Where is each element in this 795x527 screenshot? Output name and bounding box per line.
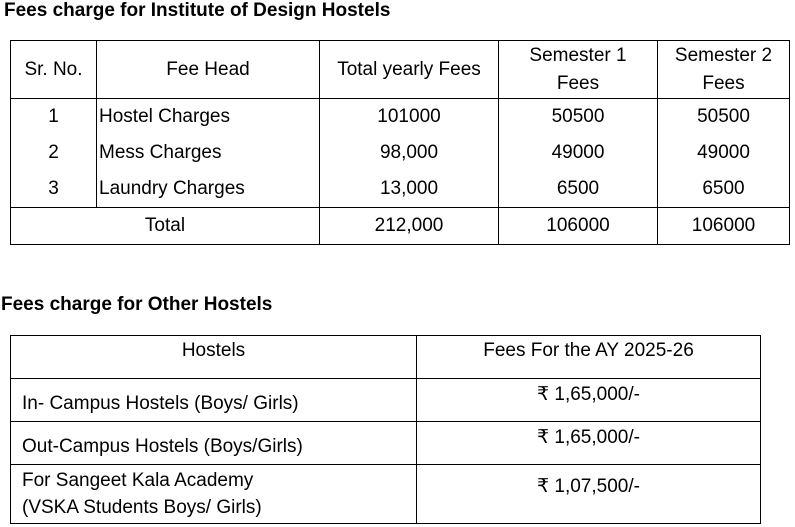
total-yearly-value: 212,000 xyxy=(320,208,499,245)
design-hostels-heading: Fees charge for Institute of Design Hostels xyxy=(4,0,391,21)
cell-total: 101000 xyxy=(320,99,499,136)
cell-sr: 3 xyxy=(11,171,97,208)
total-label: Total xyxy=(11,208,320,245)
table-header-row xyxy=(11,336,761,379)
header-fee-head: Fee Head xyxy=(97,41,320,99)
table-row xyxy=(11,379,761,422)
table-row xyxy=(11,171,790,208)
cell-hostel-name: Out-Campus Hostels (Boys/Girls) xyxy=(11,422,417,465)
cell-sem2: 6500 xyxy=(658,171,790,208)
cell-fee-head: Hostel Charges xyxy=(97,99,320,136)
cell-sem1: 6500 xyxy=(499,171,658,208)
cell-hostel-name: For Sangeet Kala Academy (VSKA Students Boys/ Girls) xyxy=(11,465,417,524)
cell-sr: 2 xyxy=(11,135,97,171)
table-row xyxy=(11,465,761,524)
cell-sr: 1 xyxy=(11,99,97,136)
header-total-yearly: Total yearly Fees xyxy=(320,41,499,99)
header-sr-no: Sr. No. xyxy=(11,41,97,99)
total-sem2-value: 106000 xyxy=(658,208,790,245)
table-row xyxy=(11,99,790,136)
cell-hostel-name: In- Campus Hostels (Boys/ Girls) xyxy=(11,379,417,422)
header-semester-1: Semester 1 Fees xyxy=(499,41,658,99)
other-hostels-fee-table xyxy=(10,335,761,524)
cell-sem1: 49000 xyxy=(499,135,658,171)
header-fees-ay: Fees For the AY 2025-26 xyxy=(417,336,761,379)
total-row xyxy=(11,208,790,245)
design-hostels-fee-table xyxy=(10,40,790,245)
cell-hostel-fee: ₹ 1,65,000/- xyxy=(417,379,761,422)
header-hostels: Hostels xyxy=(11,336,417,379)
cell-sem2: 49000 xyxy=(658,135,790,171)
table-row xyxy=(11,135,790,171)
table-header-row xyxy=(11,41,790,99)
cell-hostel-fee: ₹ 1,07,500/- xyxy=(417,465,761,524)
table-row xyxy=(11,422,761,465)
cell-hostel-fee: ₹ 1,65,000/- xyxy=(417,422,761,465)
other-hostels-heading: Fees charge for Other Hostels xyxy=(1,294,273,315)
total-sem1-value: 106000 xyxy=(499,208,658,245)
cell-fee-head: Laundry Charges xyxy=(97,171,320,208)
cell-fee-head: Mess Charges xyxy=(97,135,320,171)
cell-total: 13,000 xyxy=(320,171,499,208)
header-semester-2: Semester 2 Fees xyxy=(658,41,790,99)
cell-sem1: 50500 xyxy=(499,99,658,136)
cell-sem2: 50500 xyxy=(658,99,790,136)
cell-total: 98,000 xyxy=(320,135,499,171)
